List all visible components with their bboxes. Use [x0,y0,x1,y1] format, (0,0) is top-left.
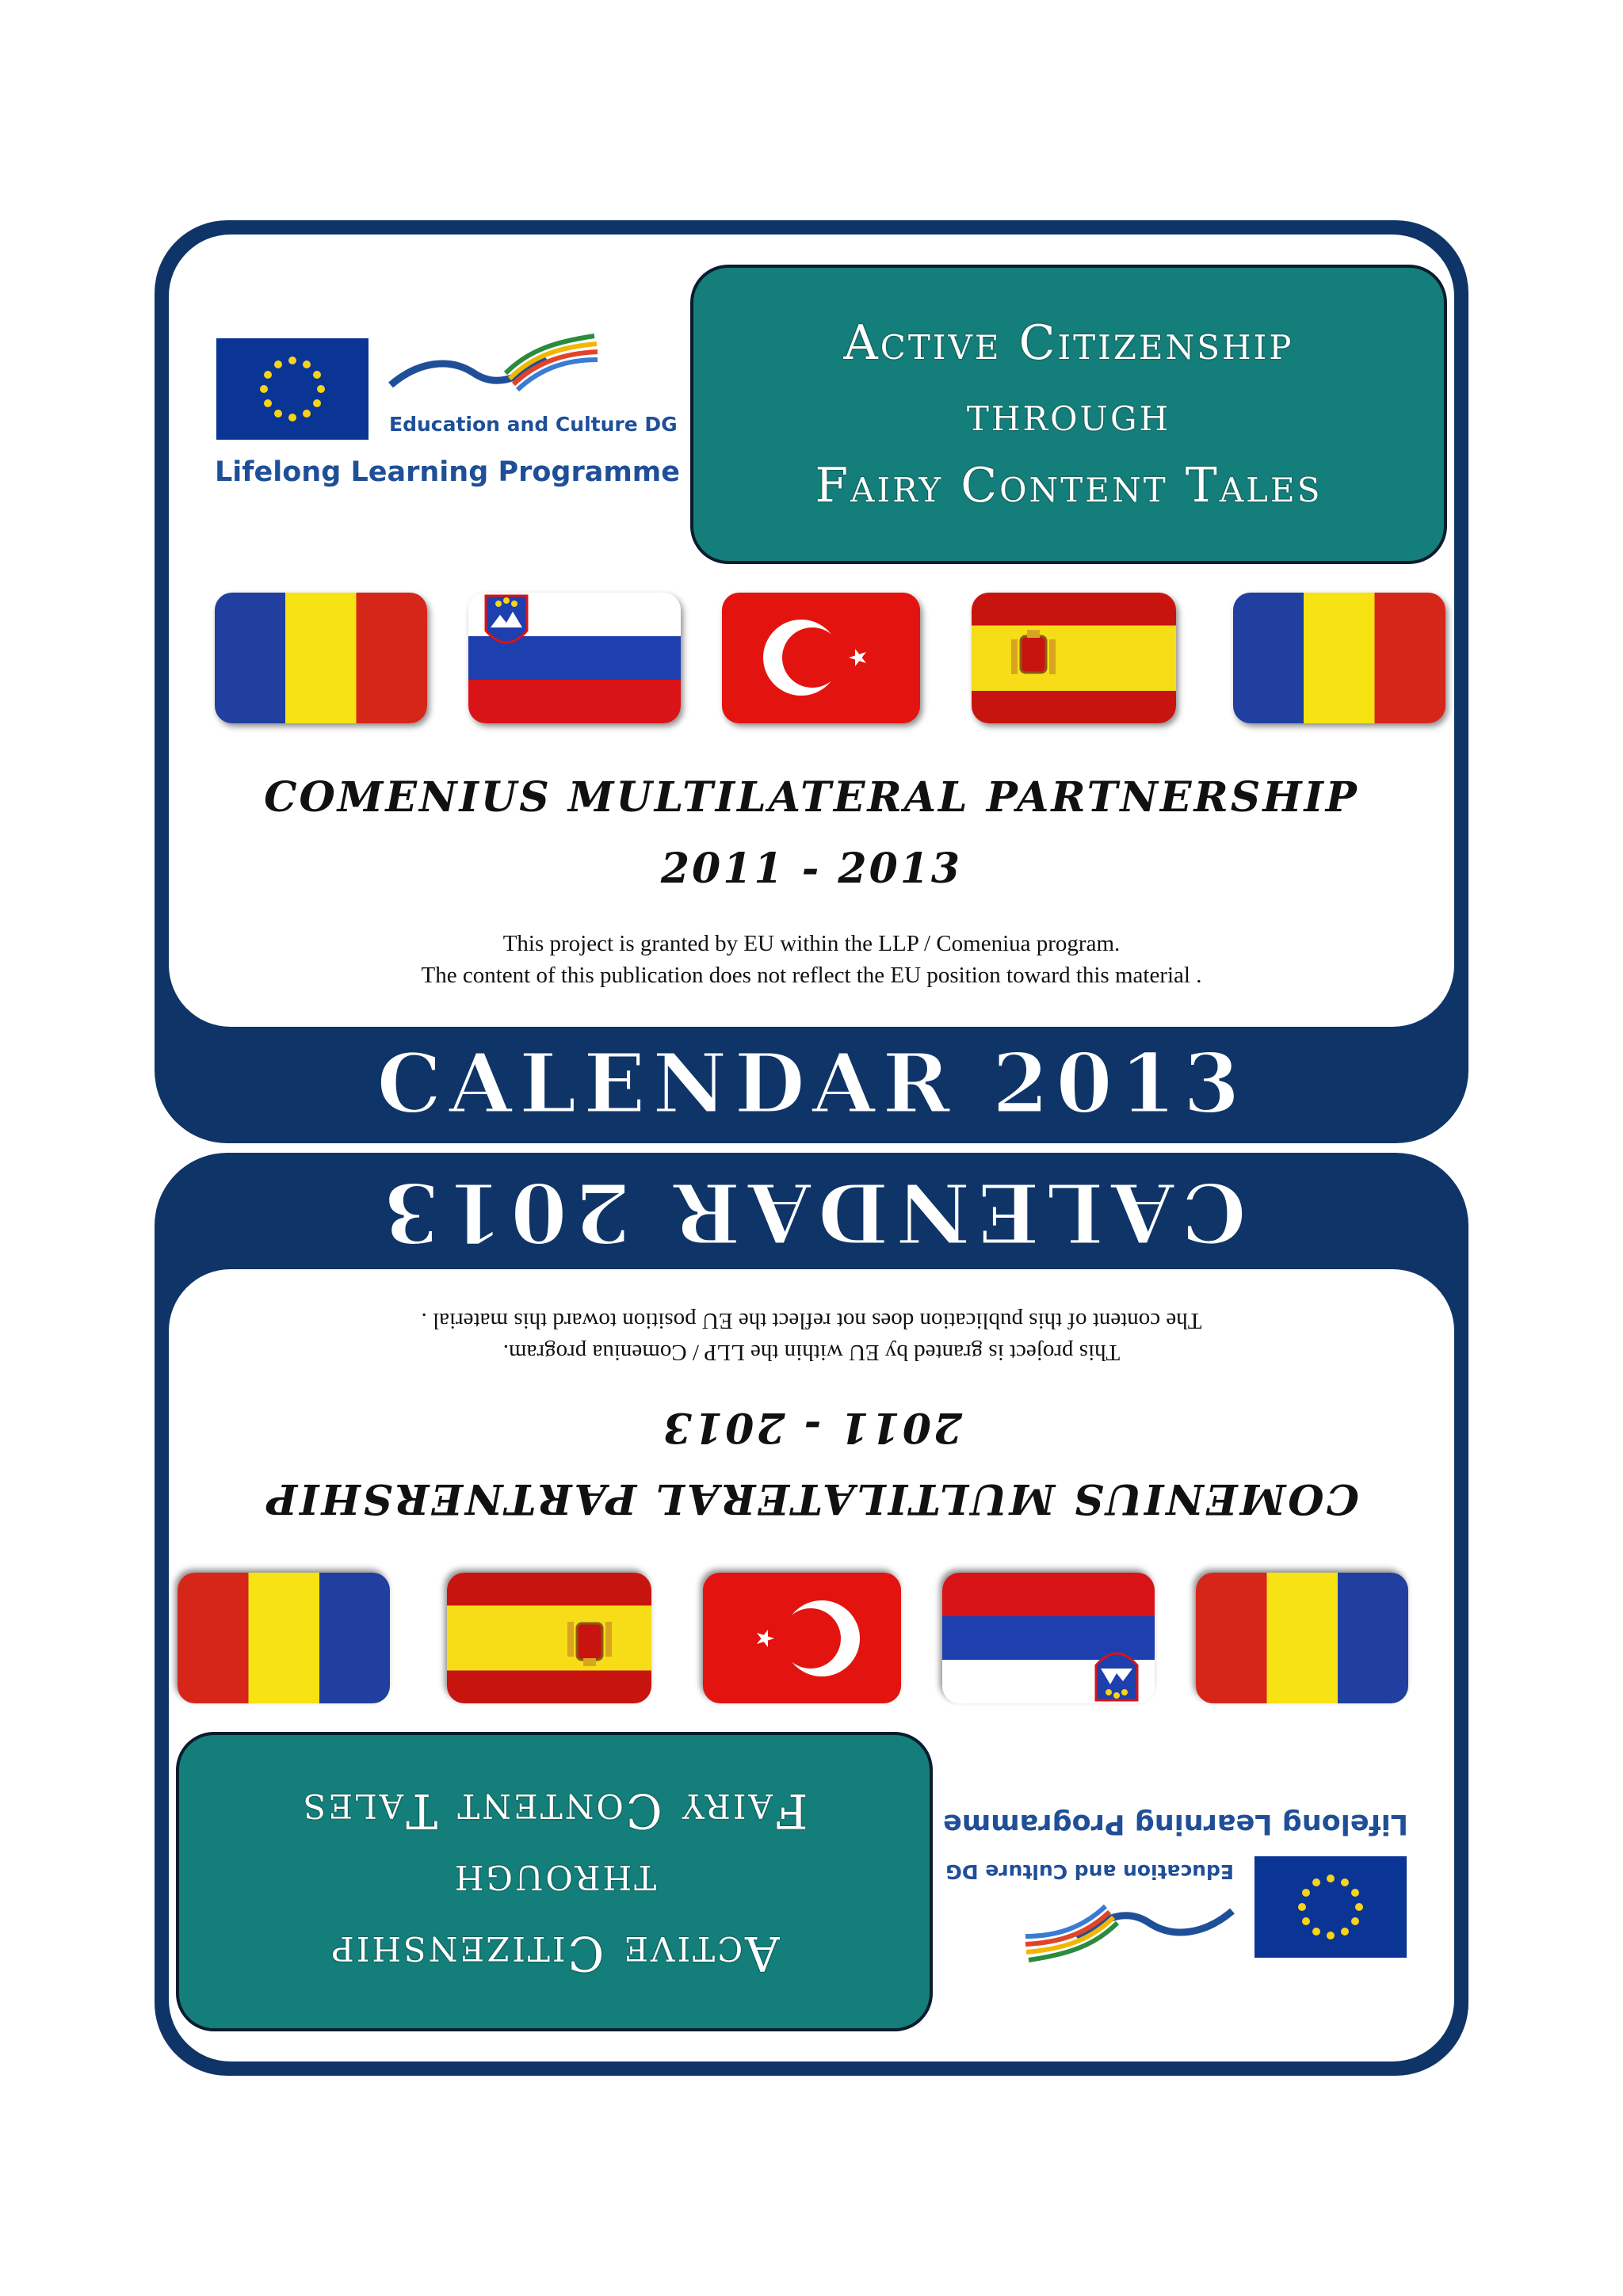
title-line-3: Fairy Content Tales [300,1783,808,1838]
turkey-flag-icon [722,593,920,723]
partnership-years: 2011 - 2013 [660,845,963,893]
turkey-flag-icon [703,1573,901,1703]
title-line-2: through [966,387,1171,442]
calendar-title-text: CALENDAR 2013 [376,1035,1247,1132]
title-line-2: through [452,1854,657,1909]
calendar-title-text: CALENDAR 2013 [376,1164,1247,1261]
title-box [690,265,1447,564]
title-box [176,1732,933,2031]
partnership-title: COMENIUS MULTILATERAL PARTNERSHIP [264,773,1359,822]
spain-flag-icon [447,1573,651,1703]
grant-notice-line-2: The content of this publication does not reflect the EU position toward this material . [421,1308,1202,1333]
grant-notice-line-2: The content of this publication does not reflect the EU position toward this material . [421,963,1202,988]
slovenia-flag-icon [942,1573,1155,1703]
partnership-title: COMENIUS MULTILATERAL PARTNERSHIP [264,1474,1359,1523]
grant-notice-line-1: This project is granted by EU within the LLP / Comeniua program. [502,931,1121,956]
title-line-1: Active Citizenship [843,315,1294,371]
partner-flags [215,593,1451,727]
partnership-years: 2011 - 2013 [660,1403,963,1451]
cover-panel [169,235,1454,1027]
llp-bird-logo-icon [1022,1891,1236,1966]
calendar-cover-top [155,220,1468,1143]
llp-bird-logo-icon [387,330,601,405]
eu-flag-icon [216,338,369,440]
department-label: Education and Culture DG [945,1860,1234,1883]
cover-panel [169,1269,1454,2061]
romania-flag-icon [178,1573,390,1703]
spain-flag-icon [972,593,1176,723]
grant-notice-line-1: This project is granted by EU within the LLP / Comeniua program. [502,1340,1121,1365]
department-label: Education and Culture DG [389,413,678,436]
romania-flag-icon [1233,593,1445,723]
title-line-3: Fairy Content Tales [815,458,1323,513]
slovenia-flag-icon [468,593,681,723]
programme-label: Lifelong Learning Programme [215,456,681,488]
title-line-1: Active Citizenship [329,1925,780,1981]
eu-flag-icon [1254,1856,1407,1958]
romania-flag-icon [1196,1573,1408,1703]
romania-flag-icon [215,593,427,723]
calendar-cover-bottom [155,1153,1468,2076]
partner-flags [172,1569,1408,1703]
programme-label: Lifelong Learning Programme [942,1808,1408,1840]
calendar-title [155,1036,1468,1131]
calendar-title [155,1165,1468,1260]
